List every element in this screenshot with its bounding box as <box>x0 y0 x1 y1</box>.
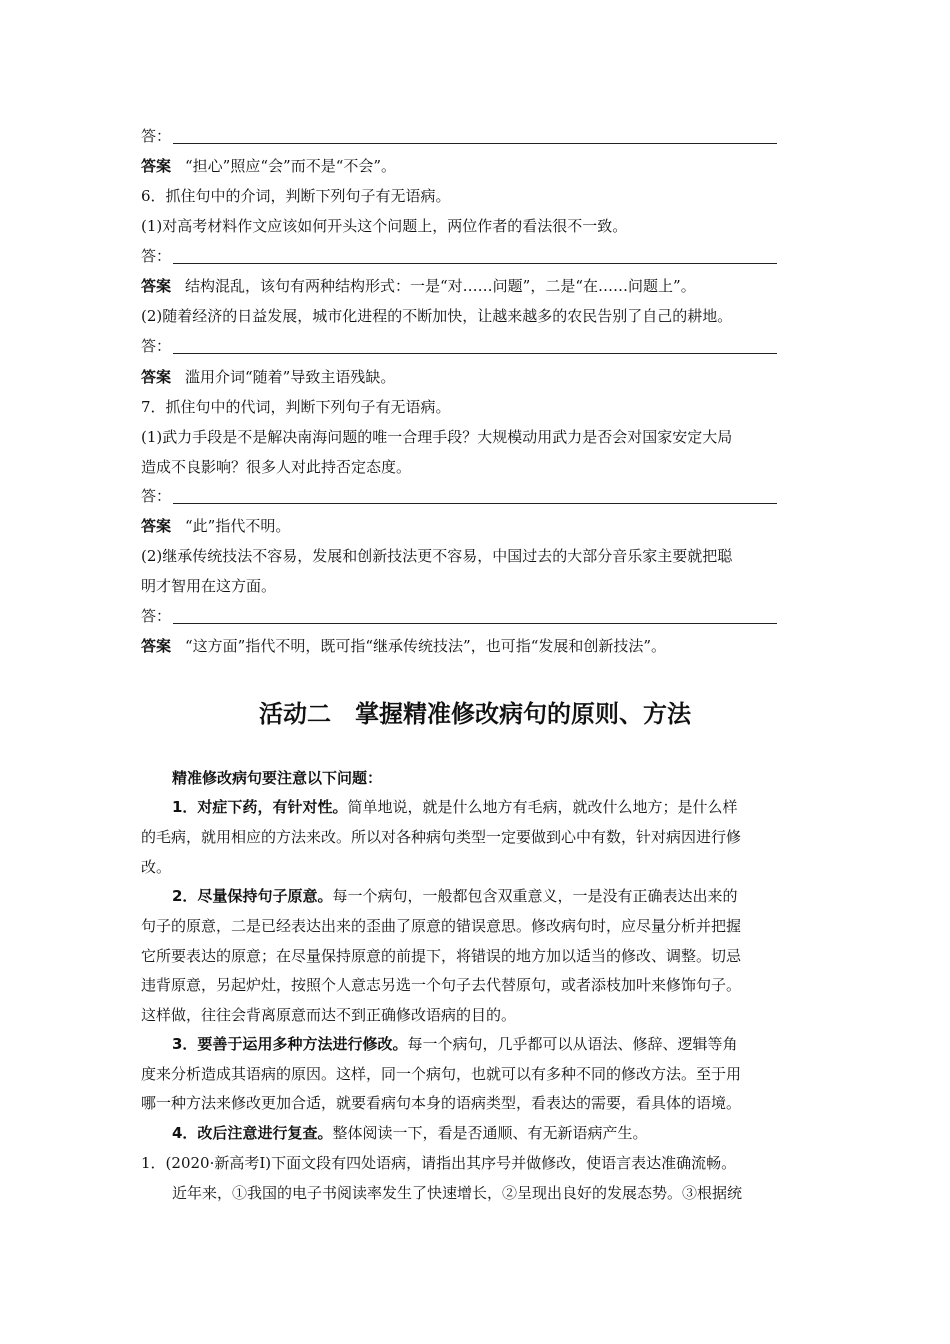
principle-paragraph-line <box>172 797 737 817</box>
answer-text: 结构混乱，该句有两种结构形式：一是“对……问题”，二是“在……问题上”。 <box>185 277 696 295</box>
paragraph-text: 每一个病句，几乎都可以从语法、修辞、逻辑等角 <box>407 1035 738 1053</box>
exercise-passage-line: 近年来，①我国的电子书阅读率发生了快速增长，②呈现出良好的发展态势。③根据统 <box>172 1184 743 1202</box>
answer-row <box>141 276 696 296</box>
principle-title: 2．尽量保持句子原意。 <box>172 887 333 905</box>
question-sentence: 明才智用在这方面。 <box>141 577 277 595</box>
paragraph-line: 的毛病，就用相应的方法来改。所以对各种病句类型一定要做到心中有数，针对病因进行修 <box>141 828 742 846</box>
paragraph-line: 改。 <box>141 858 172 876</box>
answer-line <box>141 336 777 356</box>
paragraph-line: 它所要表达的原意；在尽量保持原意的前提下，将错误的地方加以适当的修改、调整。切忌 <box>141 947 742 965</box>
answer-label: 答案 <box>141 517 172 535</box>
answer-text: 滥用介词“随着”导致主语残缺。 <box>185 368 396 386</box>
paragraph-line: 度来分析造成其语病的原因。这样，同一个病句，也就可以有多种不同的修改方法。至于用 <box>141 1065 742 1083</box>
question-sentence: 造成不良影响？很多人对此持否定态度。 <box>141 458 412 476</box>
answer-row <box>141 516 290 536</box>
answer-blank-rule <box>173 263 777 264</box>
answer-blank-rule <box>173 623 777 624</box>
answer-line <box>141 486 777 506</box>
answer-label: 答案 <box>141 277 172 295</box>
answer-label: 答案 <box>141 637 172 655</box>
answer-line <box>141 246 777 266</box>
section-heading: 活动二 掌握精准修改病句的原则、方法 <box>259 700 691 728</box>
answer-prompt: 答： <box>141 487 172 505</box>
paragraph-line: 这样做，往往会背离原意而达不到正确修改语病的目的。 <box>141 1006 517 1024</box>
answer-prompt: 答： <box>141 127 172 145</box>
answer-line <box>141 126 777 146</box>
answer-blank-rule <box>173 353 777 354</box>
paragraph-text: 简单地说，就是什么地方有毛病，就改什么地方；是什么样 <box>347 798 738 816</box>
principle-paragraph-line <box>172 886 737 906</box>
answer-label: 答案 <box>141 368 172 386</box>
question-title: 6．抓住句中的介词，判断下列句子有无语病。 <box>141 187 451 205</box>
exercise-question: 1．(2020·新高考Ⅰ)下面文段有四处语病，请指出其序号并做修改，使语言表达准确流畅。 <box>141 1154 737 1172</box>
question-sentence: (1)对高考材料作文应该如何开头这个问题上，两位作者的看法很不一致。 <box>141 217 628 235</box>
principle-title: 4．改后注意进行复查。 <box>172 1124 333 1142</box>
paragraph-line: 违背原意，另起炉灶，按照个人意志另选一个句子去代替原句，或者添枝加叶来修饰句子。 <box>141 976 742 994</box>
section-intro <box>172 768 382 788</box>
question-title: 7．抓住句中的代词，判断下列句子有无语病。 <box>141 398 451 416</box>
answer-prompt: 答： <box>141 607 172 625</box>
question-sentence: (2)随着经济的日益发展，城市化进程的不断加快，让越来越多的农民告别了自己的耕地。 <box>141 307 733 325</box>
answer-row <box>141 156 396 176</box>
paragraph-line: 哪一种方法来修改更加合适，就要看病句本身的语病类型，看表达的需要，看具体的语境。 <box>141 1094 742 1112</box>
answer-row <box>141 367 395 387</box>
question-sentence: (1)武力手段是不是解决南海问题的唯一合理手段？大规模动用武力是否会对国家安定大局 <box>141 428 733 446</box>
answer-prompt: 答： <box>141 247 172 265</box>
answer-text: “这方面”指代不明，既可指“继承传统技法”，也可指“发展和创新技法”。 <box>185 637 667 655</box>
answer-text: “担心”照应“会”而不是“不会”。 <box>185 157 397 175</box>
answer-text: “此”指代不明。 <box>185 517 291 535</box>
principle-title: 3．要善于运用多种方法进行修改。 <box>172 1035 408 1053</box>
answer-line <box>141 606 777 626</box>
principle-title: 1．对症下药，有针对性。 <box>172 798 348 816</box>
principle-paragraph-line <box>172 1034 737 1054</box>
answer-blank-rule <box>173 503 777 504</box>
answer-label: 答案 <box>141 157 172 175</box>
paragraph-line: 句子的原意，二是已经表达出来的歪曲了原意的错误意思。修改病句时，应尽量分析并把握 <box>141 917 742 935</box>
answer-blank-rule <box>173 143 777 144</box>
answer-row <box>141 636 666 656</box>
answer-prompt: 答： <box>141 337 172 355</box>
paragraph-text: 整体阅读一下，看是否通顺、有无新语病产生。 <box>332 1124 648 1142</box>
question-sentence: (2)继承传统技法不容易，发展和创新技法更不容易，中国过去的大部分音乐家主要就把聪 <box>141 547 733 565</box>
intro-text: 精准修改病句要注意以下问题： <box>172 769 383 787</box>
principle-paragraph-line <box>172 1123 647 1143</box>
paragraph-text: 每一个病句，一般都包含双重意义，一是没有正确表达出来的 <box>332 887 738 905</box>
